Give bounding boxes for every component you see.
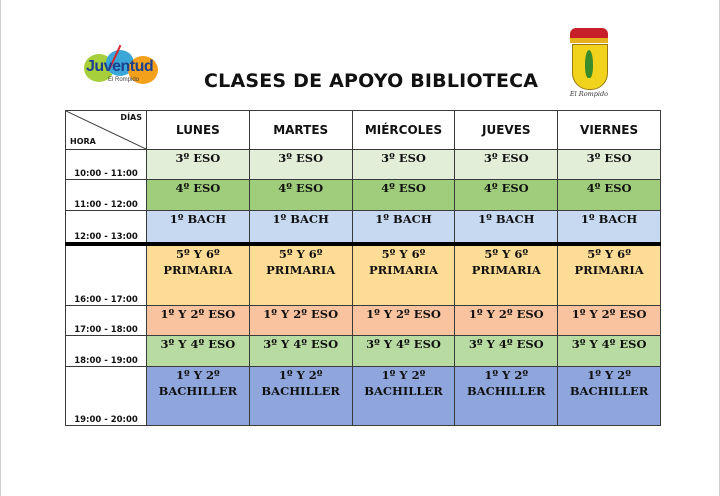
time-slot-label: 17:00 - 18:00 — [66, 305, 147, 335]
class-label: PRIMARIA — [163, 262, 233, 277]
class-cell — [147, 180, 250, 210]
day-header: JUEVES — [455, 111, 558, 150]
class-cell — [455, 210, 558, 243]
class-label: 3º Y 4º ESO — [571, 337, 647, 352]
page-title: CLASES DE APOYO BIBLIOTECA — [204, 70, 539, 92]
class-label: 4º ESO — [278, 181, 324, 196]
class-label: 5º Y 6º — [587, 246, 631, 261]
class-label: 4º ESO — [175, 181, 221, 196]
class-label: 3º ESO — [381, 151, 426, 165]
corner-cell — [66, 111, 147, 150]
header-row — [66, 111, 661, 150]
class-label: 5º Y 6º — [278, 246, 323, 261]
class-label: 1º Y 2º — [176, 367, 220, 382]
class-cell — [249, 366, 352, 425]
class-cell — [147, 244, 250, 306]
class-cell — [147, 336, 250, 366]
class-cell — [558, 305, 661, 335]
time-slot-label: 16:00 - 17:00 — [66, 244, 147, 306]
class-cell — [147, 210, 250, 243]
day-header: MARTES — [249, 111, 352, 150]
class-label: 1º Y 2º ESO — [571, 306, 647, 321]
class-cell — [352, 210, 455, 243]
class-cell — [558, 244, 661, 306]
class-cell — [249, 244, 352, 306]
class-label: 1º Y 2º — [278, 367, 323, 382]
table-row — [66, 244, 661, 306]
class-label: BACHILLER — [158, 383, 238, 398]
class-label: PRIMARIA — [266, 262, 336, 277]
table-row — [66, 366, 661, 425]
class-label: 1º Y 2º — [587, 367, 631, 382]
class-cell — [249, 336, 352, 366]
class-label: 1º BACH — [169, 211, 227, 226]
class-cell — [352, 180, 455, 210]
class-cell — [147, 150, 250, 180]
class-cell — [558, 366, 661, 425]
table-row — [66, 305, 661, 335]
class-cell — [455, 244, 558, 306]
class-cell — [352, 366, 455, 425]
class-label: 3º ESO — [278, 151, 324, 165]
time-slot-label: 12:00 - 13:00 — [66, 210, 147, 243]
class-label: 1º BACH — [478, 211, 535, 226]
class-label: 1º BACH — [580, 211, 638, 226]
juventud-logo — [84, 44, 164, 90]
class-cell — [558, 210, 661, 243]
class-cell — [147, 366, 250, 425]
class-cell — [455, 336, 558, 366]
day-header: VIERNES — [558, 111, 661, 150]
logo-text: Juventud — [86, 58, 154, 75]
class-cell — [558, 180, 661, 210]
class-label: 1º BACH — [272, 211, 329, 226]
class-label: 5º Y 6º — [381, 246, 426, 261]
class-label: 5º Y 6º — [176, 246, 220, 261]
class-cell — [249, 210, 352, 243]
class-label: 3º Y 4º ESO — [263, 337, 339, 352]
class-label: BACHILLER — [467, 383, 546, 398]
class-label: BACHILLER — [261, 383, 340, 398]
page-edge-left — [0, 0, 1, 496]
table-row — [66, 336, 661, 366]
class-label: 3º Y 4º ESO — [366, 337, 441, 352]
time-slot-label: 19:00 - 20:00 — [66, 366, 147, 425]
table-row — [66, 180, 661, 210]
table-row — [66, 150, 661, 180]
class-cell — [352, 244, 455, 306]
time-slot-label: 10:00 - 11:00 — [66, 150, 147, 180]
time-slot-label: 11:00 - 12:00 — [66, 180, 147, 210]
class-label: 1º Y 2º — [381, 367, 426, 382]
class-cell — [352, 336, 455, 366]
logo-subtitle: El Rompido — [108, 77, 140, 83]
schedule-table — [65, 110, 661, 426]
class-cell — [249, 305, 352, 335]
time-slot-label: 18:00 - 19:00 — [66, 336, 147, 366]
class-label: 4º ESO — [381, 181, 426, 196]
class-label: 3º ESO — [586, 151, 632, 165]
class-label: 5º Y 6º — [484, 246, 529, 261]
class-cell — [147, 305, 250, 335]
town-crest — [566, 28, 612, 104]
class-label: 3º ESO — [483, 151, 529, 165]
class-label: 3º Y 4º ESO — [468, 337, 544, 352]
corner-hour-label: HORA — [70, 137, 96, 146]
class-cell — [249, 180, 352, 210]
class-label: 1º BACH — [375, 211, 432, 226]
crest-caption: El Rompido — [569, 90, 609, 98]
corner-days-label: DÍAS — [120, 113, 142, 122]
class-cell — [352, 305, 455, 335]
class-cell — [352, 150, 455, 180]
table-row — [66, 210, 661, 243]
class-cell — [249, 150, 352, 180]
class-label: 1º Y 2º ESO — [366, 306, 441, 321]
class-label: BACHILLER — [569, 383, 649, 398]
class-cell — [455, 366, 558, 425]
class-cell — [558, 336, 661, 366]
class-label: 4º ESO — [483, 181, 529, 196]
day-header: MIÉRCOLES — [352, 111, 455, 150]
class-label: PRIMARIA — [574, 262, 644, 277]
class-label: 1º Y 2º ESO — [263, 306, 339, 321]
class-label: 4º ESO — [586, 181, 632, 196]
day-header: LUNES — [147, 111, 250, 150]
class-label: 1º Y 2º ESO — [160, 306, 236, 321]
class-label: 3º Y 4º ESO — [160, 337, 236, 352]
crest-crown-band — [570, 38, 608, 43]
crest-tree-icon — [585, 50, 593, 78]
class-cell — [455, 180, 558, 210]
class-label: PRIMARIA — [471, 262, 541, 277]
class-cell — [558, 150, 661, 180]
class-label: 1º Y 2º — [484, 367, 529, 382]
class-label: 1º Y 2º ESO — [468, 306, 544, 321]
class-cell — [455, 150, 558, 180]
class-label: BACHILLER — [364, 383, 443, 398]
class-label: PRIMARIA — [368, 262, 439, 277]
class-cell — [455, 305, 558, 335]
class-label: 3º ESO — [175, 151, 221, 165]
